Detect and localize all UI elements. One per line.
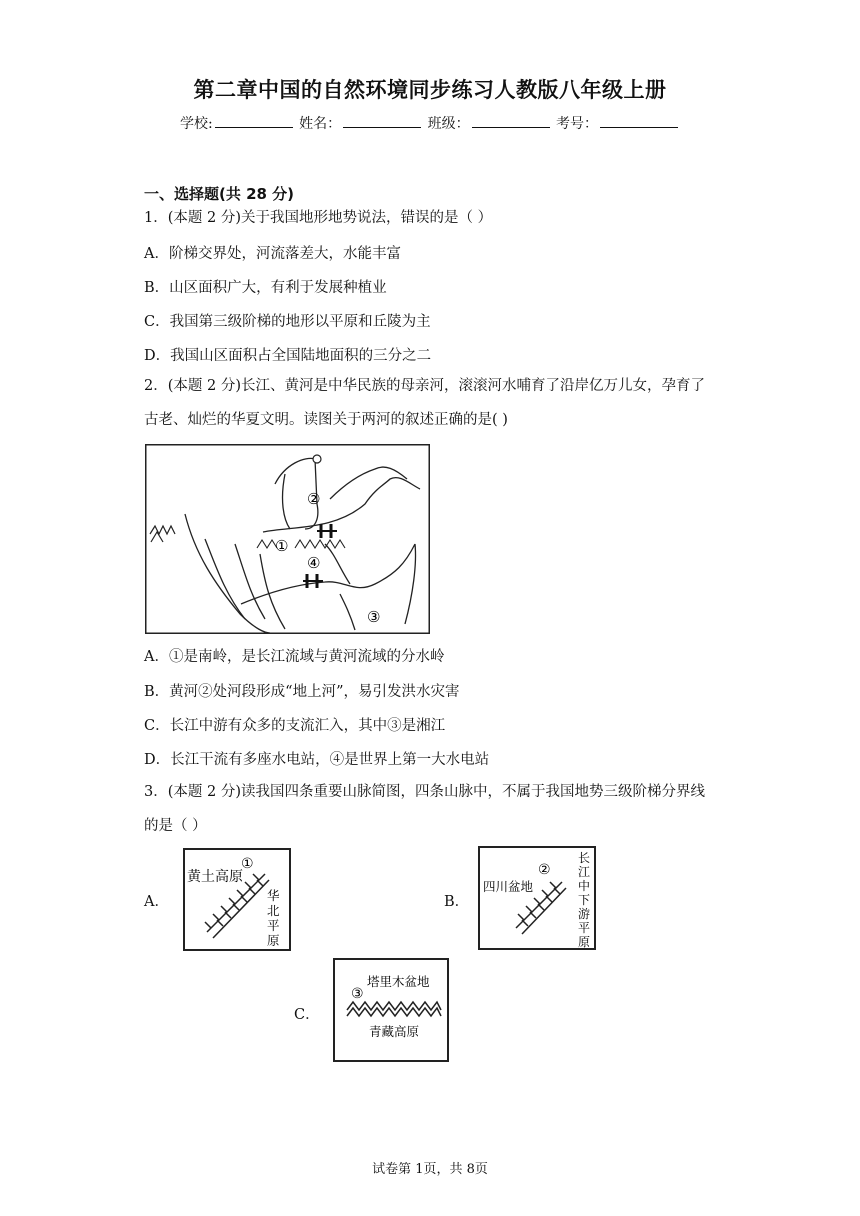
option-a-right-char-4: 原: [267, 933, 280, 948]
q3-option-a-diagram: [183, 848, 291, 951]
option-b-left-label: 四川盆地: [483, 879, 534, 894]
option-b-right-char-5: 游: [578, 907, 591, 921]
option-a-left-label: 黄土高原: [187, 869, 243, 885]
q1-option-d: D．我国山区面积占全国陆地面积的三分之二: [144, 348, 432, 364]
page-footer: 试卷第 1页，共 8页: [372, 1162, 488, 1177]
option-a-right-char-3: 平: [267, 918, 280, 933]
option-b-right-char-3: 中: [578, 879, 591, 893]
q3-option-c-diagram: [333, 958, 449, 1062]
question-2-stem-line1: 2．(本题 2 分)长江、黄河是中华民族的母亲河，滚滚河水哺育了沿岸亿万儿女，孕育了: [144, 378, 705, 394]
question-1-stem: 1．(本题 2 分)关于我国地形地势说法，错误的是（ ）: [144, 210, 493, 226]
exam-no-label: 考号：: [556, 116, 599, 132]
option-a-number: ①: [241, 856, 254, 872]
school-blank: [215, 115, 293, 128]
option-c-number: ③: [351, 986, 364, 1002]
option-b-right-char-6: 平: [578, 921, 591, 935]
option-a-right-char-1: 华: [267, 888, 280, 903]
class-label: 班级：: [427, 116, 470, 132]
q1-option-b: B．山区面积广大，有利于发展种植业: [144, 280, 387, 296]
q2-option-d: D．长江干流有多座水电站，④是世界上第一大水电站: [144, 752, 490, 768]
name-blank: [343, 115, 421, 128]
q1-option-a: A．阶梯交界处，河流落差大，水能丰富: [144, 246, 401, 262]
student-info-line: [0, 113, 860, 133]
name-label: 姓名：: [299, 116, 342, 132]
option-a-right-char-2: 北: [267, 903, 280, 918]
map-label-2: ②: [307, 490, 321, 508]
page-title: 第二章中国的自然环境同步练习人教版八年级上册: [193, 78, 667, 102]
option-b-right-char-4: 下: [578, 893, 591, 907]
school-label: 学校:: [179, 116, 213, 132]
lake-icon: [313, 455, 321, 463]
q3-option-b-letter: B．: [444, 894, 470, 910]
option-c-bottom-label: 青藏高原: [369, 1024, 420, 1039]
option-b-right-char-7: 原: [578, 935, 591, 949]
q2-option-b: B．黄河②处河段形成“地上河”，易引发洪水灾害: [144, 684, 460, 700]
q3-option-b-diagram: [478, 846, 596, 950]
question-3-stem-line2: 的是（ ）: [144, 818, 207, 834]
q2-option-c: C．长江中游有众多的支流汇入，其中③是湘江: [144, 718, 446, 734]
option-b-number: ②: [538, 862, 551, 878]
rivers-map: [145, 444, 430, 634]
option-b-right-char-2: 江: [578, 865, 591, 879]
exam-no-blank: [600, 115, 678, 128]
map-label-3: ③: [367, 608, 381, 626]
option-b-right-char-1: 长: [578, 851, 591, 865]
map-label-1: ①: [275, 537, 289, 555]
section-heading: 一、选择题(共 28 分): [144, 185, 295, 203]
q3-option-c-letter: C．: [294, 1007, 320, 1023]
q1-option-c: C．我国第三级阶梯的地形以平原和丘陵为主: [144, 314, 431, 330]
question-2-stem-line2: 古老、灿烂的华夏文明。读图关于两河的叙述正确的是( ): [144, 412, 508, 428]
option-c-top-label: 塔里木盆地: [367, 974, 430, 989]
class-blank: [472, 115, 550, 128]
q2-option-a: A．①是南岭，是长江流域与黄河流域的分水岭: [144, 649, 445, 665]
q3-option-a-letter: A．: [144, 894, 169, 910]
map-label-4: ④: [307, 554, 321, 572]
question-3-stem-line1: 3．(本题 2 分)读我国四条重要山脉简图，四条山脉中，不属于我国地势三级阶梯分界线: [144, 784, 705, 800]
